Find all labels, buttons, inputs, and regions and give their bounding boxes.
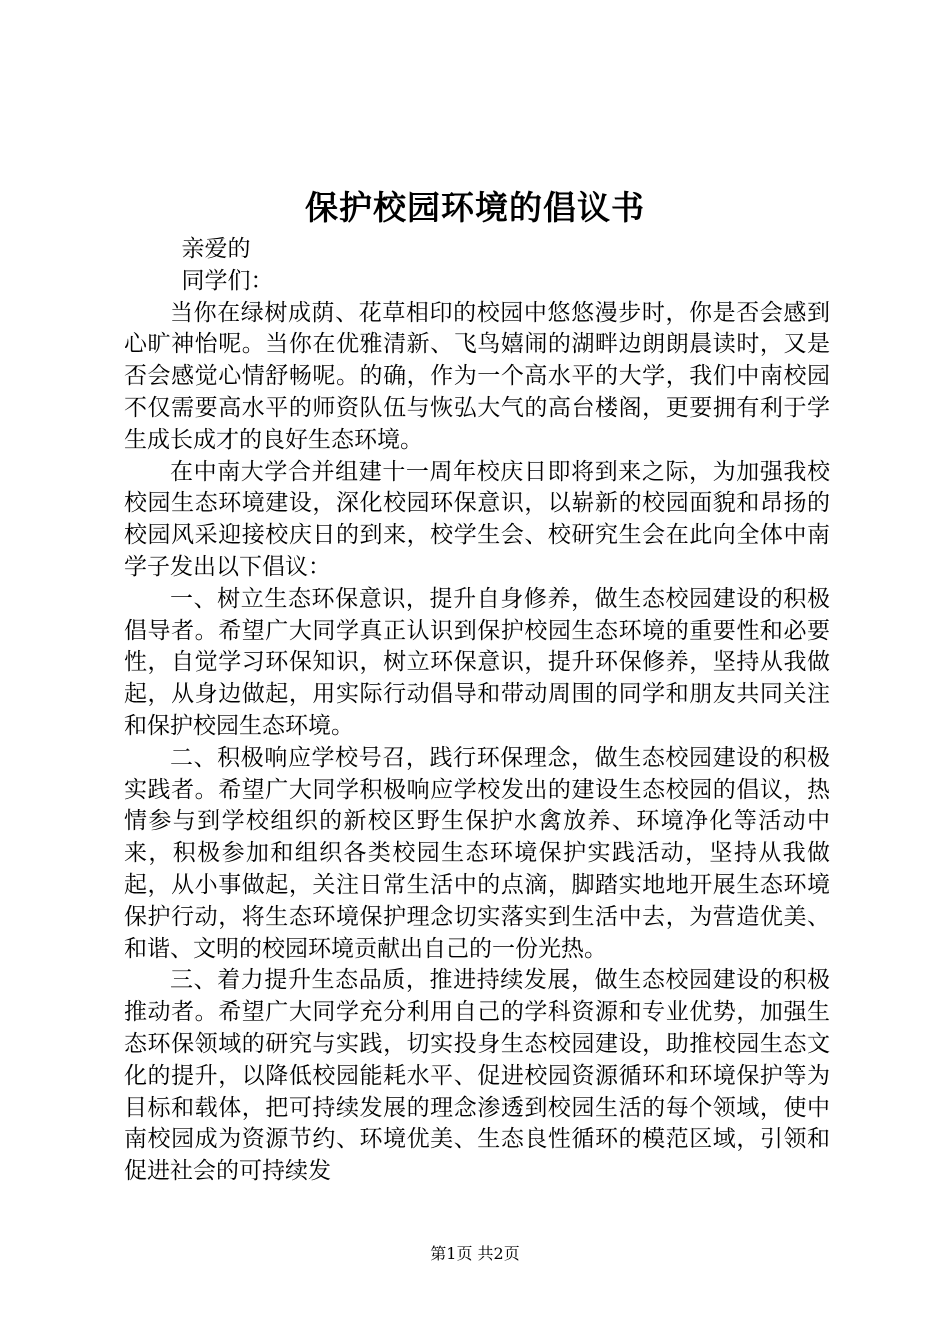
paragraph-intro: 当你在绿树成荫、花草相印的校园中悠悠漫步时，你是否会感到心旷神怡呢。当你在优雅清新、飞鸟嬉闹的湖畔边朗朗晨读时，又是否会感觉心情舒畅呢。的确，作为一个高水平的大学，我们中南校园不仅需要高水平的师资队伍与恢弘大气的高台楼阁，更要拥有利于学生成长成才的良好生态环境。 — [124, 299, 830, 453]
paragraph-proposal-1: 一、树立生态环保意识，提升自身修养，做生态校园建设的积极倡导者。希望广大同学真正认识到保护校园生态环境的重要性和必要性，自觉学习环保知识，树立环保意识，提升环保修养，坚持从我做起，从身边做起，用实际行动倡导和带动周围的同学和朋友共同关注和保护校园生态环境。 — [124, 585, 830, 739]
paragraph-proposal-3: 三、着力提升生态品质，推进持续发展，做生态校园建设的积极推动者。希望广大同学充分利用自己的学科资源和专业优势，加强生态环保领域的研究与实践，切实投身生态校园建设，助推校园生态文化的提升，以降低校园能耗水平、促进校园资源循环和环境保护等为目标和载体，把可持续发展的理念渗透到校园生活的每个领域，使中南校园成为资源节约、环境优美、生态良性循环的模范区域，引领和促进社会的可持续发 — [124, 967, 830, 1185]
salutation-line-2: 同学们： — [181, 267, 274, 294]
document-title: 保护校园环境的倡议书 — [305, 188, 645, 227]
paragraph-occasion: 在中南大学合并组建十一周年校庆日即将到来之际，为加强我校校园生态环境建设，深化校园环保意识，以崭新的校园面貌和昂扬的校园风采迎接校庆日的到来，校学生会、校研究生会在此向全体中南学子发出以下倡议： — [124, 458, 830, 580]
page-number-footer: 第1页 共2页 — [430, 1244, 520, 1263]
salutation-line-1: 亲爱的 — [181, 236, 251, 262]
paragraph-proposal-2: 二、积极响应学校号召，践行环保理念，做生态校园建设的积极实践者。希望广大同学积极响应学校发出的建设生态校园的倡议，热情参与到学校组织的新校区野生保护水禽放养、环境净化等活动中来，积极参加和组织各类校园生态环境保护实践活动，坚持从我做起，从小事做起，关注日常生活中的点滴，脚踏实地地开展生态环境保护行动，将生态环境保护理念切实落实到生活中去，为营造优美、和谐、文明的校园环境贡献出自己的一份光热。 — [124, 744, 830, 962]
document-body — [124, 234, 830, 1188]
